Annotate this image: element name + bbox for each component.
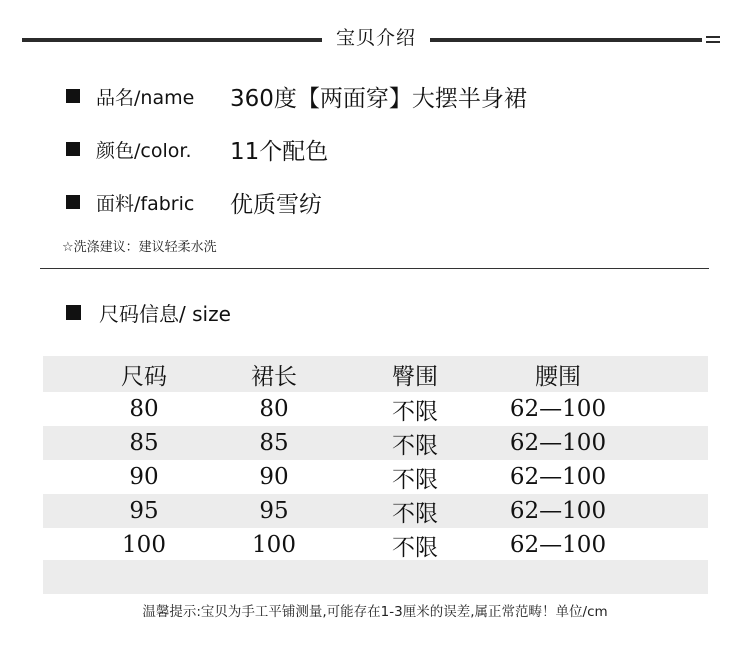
bullet-square-icon xyxy=(66,89,80,103)
table-cell: 不限 xyxy=(392,398,438,425)
info-row-fabric xyxy=(66,184,322,220)
table-row xyxy=(43,392,708,426)
bullet-square-icon xyxy=(66,305,81,320)
info-value: 11个配色 xyxy=(230,138,329,165)
table-cell: 90 xyxy=(129,464,159,490)
table-cell: 85 xyxy=(129,430,159,456)
header-dash-bottom xyxy=(706,41,720,43)
size-section-title: 尺码信息/ size xyxy=(99,301,231,326)
table-header-row xyxy=(43,356,708,392)
table-header-cell: 臀围 xyxy=(392,363,438,390)
table-cell: 95 xyxy=(259,498,289,524)
table-header-cell: 裙长 xyxy=(251,363,297,390)
info-row-color xyxy=(66,131,328,167)
table-header-cell: 尺码 xyxy=(121,363,167,390)
size-section-heading xyxy=(66,294,231,330)
table-cell: 62—100 xyxy=(509,464,607,490)
table-row xyxy=(43,494,708,528)
bullet-square-icon xyxy=(66,195,80,209)
size-table xyxy=(43,356,708,562)
header-dash-top xyxy=(706,36,720,38)
measurement-tip: 温馨提示:宝贝为手工平铺测量,可能存在1-3厘米的误差,属正常范畴！单位/cm xyxy=(142,604,608,620)
table-cell: 80 xyxy=(259,396,289,422)
table-row xyxy=(43,528,708,562)
table-cell: 不限 xyxy=(392,500,438,527)
table-empty-row xyxy=(43,560,708,594)
table-cell: 62—100 xyxy=(509,532,607,558)
table-row xyxy=(43,460,708,494)
table-row xyxy=(43,426,708,460)
table-cell: 62—100 xyxy=(509,498,607,524)
info-label: 面料/fabric xyxy=(96,192,195,215)
table-cell: 90 xyxy=(259,464,289,490)
info-value: 优质雪纺 xyxy=(230,191,322,218)
table-cell: 100 xyxy=(252,532,296,558)
table-cell: 100 xyxy=(122,532,166,558)
bullet-square-icon xyxy=(66,142,80,156)
table-cell: 85 xyxy=(259,430,289,456)
table-cell: 不限 xyxy=(392,432,438,459)
table-cell: 62—100 xyxy=(509,430,607,456)
table-cell: 不限 xyxy=(392,534,438,561)
header-rule-left xyxy=(22,38,322,42)
info-label: 品名/name xyxy=(96,86,195,109)
table-cell: 95 xyxy=(129,498,159,524)
table-cell: 62—100 xyxy=(509,396,607,422)
table-header-cell: 腰围 xyxy=(535,363,581,390)
table-cell: 80 xyxy=(129,396,159,422)
info-value: 360度【两面穿】大摆半身裙 xyxy=(230,85,527,112)
info-label: 颜色/color. xyxy=(96,139,192,162)
section-title: 宝贝介绍 xyxy=(335,27,416,49)
divider xyxy=(40,268,709,269)
info-row-name xyxy=(66,78,527,114)
header-rule-right xyxy=(430,38,702,42)
table-cell: 不限 xyxy=(392,466,438,493)
wash-note: ☆洗涤建议：建议轻柔水洗 xyxy=(62,240,217,255)
